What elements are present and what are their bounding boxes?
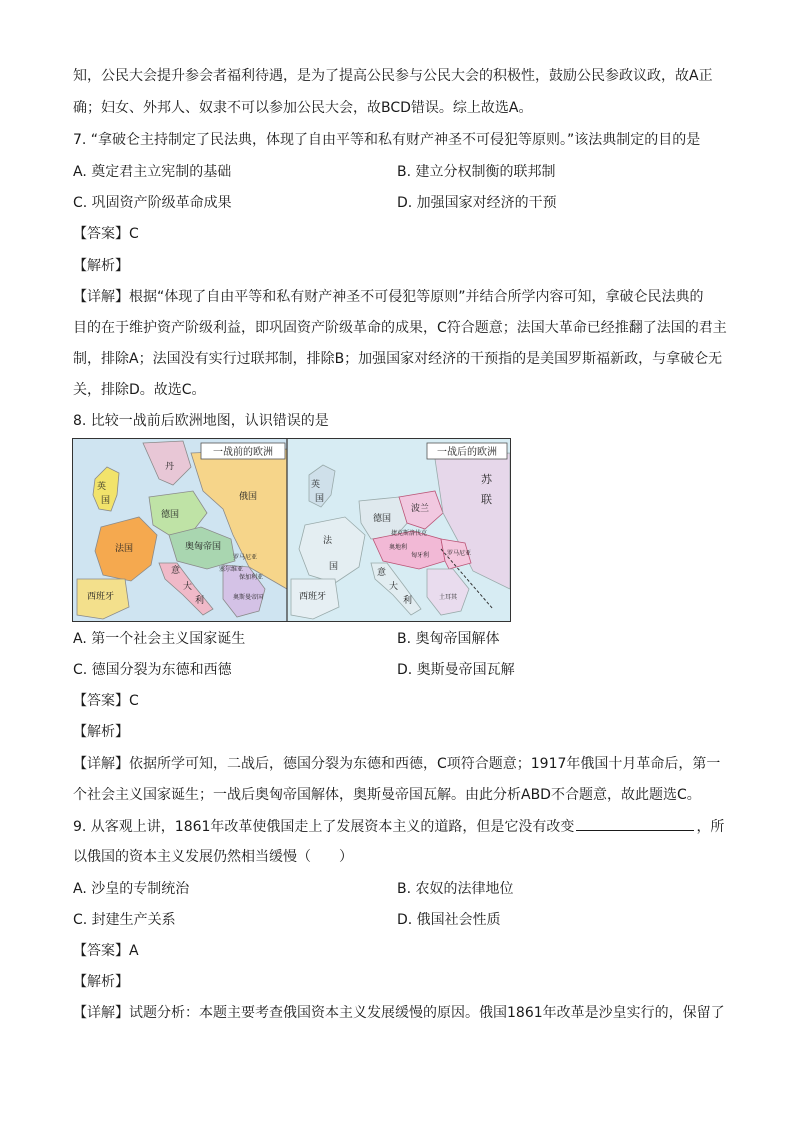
- map-label: 俄国: [239, 492, 258, 502]
- map-label: 捷克斯洛伐克: [391, 530, 428, 537]
- q9-stem-part: 9. 从客观上讲，1861年改革使俄国走上了发展资本主义的道路，但是它没有改变: [73, 819, 575, 835]
- map-label: 英: [311, 480, 321, 490]
- map-label: 意: [171, 566, 181, 576]
- q7-detail: 关，排除D。故选C。: [73, 382, 206, 398]
- q7-option-b: B. 建立分权制衡的联邦制: [397, 164, 556, 180]
- map-label: 大: [183, 582, 193, 592]
- map-label: 英: [97, 482, 107, 492]
- q8-detail: 个社会主义国家诞生；一战后奥匈帝国解体，奥斯曼帝国瓦解。由此分析ABD不合题意，故此题选C。: [73, 787, 701, 803]
- map-label: 苏: [481, 473, 492, 486]
- q9-stem-cont: 以俄国的资本主义发展仍然相当缓慢（ ）: [73, 849, 353, 865]
- map-label: 奥斯曼帝国: [233, 594, 264, 601]
- q7-option-c: C. 巩固资产阶级革命成果: [73, 195, 232, 211]
- q9-option-a: A. 沙皇的专制统治: [73, 881, 190, 897]
- q9-stem: [73, 816, 724, 837]
- map-label: 意: [377, 568, 387, 578]
- map-label: 国: [329, 562, 339, 572]
- q7-answer: 【答案】C: [73, 226, 139, 242]
- q9-option-c: C. 封建生产关系: [73, 912, 176, 928]
- map-label: 德国: [161, 510, 180, 520]
- q9-option-d: D. 俄国社会性质: [397, 912, 501, 928]
- map-label: 利: [195, 596, 205, 606]
- q7-detail: 【详解】根据“体现了自由平等和私有财产神圣不可侵犯等原则”并结合所学内容可知，拿破仑民法典的: [73, 289, 704, 305]
- text-line: 知，公民大会提升参会者福利待遇，是为了提高公民参与公民大会的积极性，鼓励公民参政议政，故A正: [73, 68, 713, 84]
- q8-answer: 【答案】C: [73, 693, 139, 709]
- q7-option-d: D. 加强国家对经济的干预: [397, 195, 557, 211]
- q9-option-b: B. 农奴的法律地位: [397, 881, 514, 897]
- map-label: 土耳其: [439, 594, 458, 601]
- q9-detail: 【详解】试题分析：本题主要考查俄国资本主义发展缓慢的原因。俄国1861年改革是沙皇实行的，保留了: [73, 1005, 725, 1021]
- q9-stem-part: ，所: [696, 819, 725, 835]
- map-after-title: 一战后的欧洲: [437, 447, 497, 458]
- q7-stem: 7. “拿破仑主持制定了民法典，体现了自由平等和私有财产神圣不可侵犯等原则。”该法典制定的目的是: [73, 132, 701, 148]
- map-label: 塞尔维亚: [219, 566, 244, 573]
- q9-answer: 【答案】A: [73, 943, 139, 959]
- map-label: 罗马尼亚: [447, 550, 472, 557]
- europe-maps-figure: [72, 438, 511, 622]
- q9-analysis: 【解析】: [73, 974, 129, 990]
- fill-blank: [576, 816, 694, 831]
- q8-stem: 8. 比较一战前后欧洲地图，认识错误的是: [73, 413, 329, 429]
- map-label: 丹: [165, 462, 175, 472]
- map-label: 国: [315, 494, 325, 504]
- map-label: 法国: [115, 544, 134, 554]
- q8-option-a: A. 第一个社会主义国家诞生: [73, 631, 246, 647]
- q7-detail: 制，排除A；法国没有实行过联邦制，排除B；加强国家对经济的干预指的是美国罗斯福新政，与拿破仑无: [73, 351, 723, 367]
- map-label: 国: [101, 496, 111, 506]
- q8-option-c: C. 德国分裂为东德和西德: [73, 662, 232, 678]
- q7-option-a: A. 奠定君主立宪制的基础: [73, 164, 232, 180]
- map-label: 奥地利: [389, 544, 408, 551]
- map-label: 西班牙: [87, 592, 115, 602]
- map-label: 法: [323, 536, 333, 546]
- q8-detail: 【详解】依据所学可知，二战后，德国分裂为东德和西德，C项符合题意；1917年俄国十月革命后，第一: [73, 756, 721, 772]
- map-label: 匈牙利: [411, 552, 430, 559]
- map-label: 保加利亚: [239, 574, 264, 581]
- q8-option-b: B. 奥匈帝国解体: [397, 631, 500, 647]
- map-label: 德国: [373, 514, 392, 524]
- q8-option-d: D. 奥斯曼帝国瓦解: [397, 662, 515, 678]
- map-label: 奥匈帝国: [185, 542, 222, 552]
- q7-analysis: 【解析】: [73, 258, 129, 274]
- q7-detail: 目的在于维护资产阶级利益，即巩固资产阶级革命的成果，C符合题意；法国大革命已经推翻了法国的君主: [73, 320, 727, 336]
- q8-analysis: 【解析】: [73, 724, 129, 740]
- map-label: 波兰: [411, 504, 430, 514]
- map-label: 联: [481, 493, 492, 506]
- text-line: 确；妇女、外邦人、奴隶不可以参加公民大会，故BCD错误。综上故选A。: [73, 100, 533, 116]
- map-before-title: 一战前的欧洲: [213, 447, 273, 458]
- map-label: 利: [403, 596, 413, 606]
- map-label: 大: [389, 582, 399, 592]
- map-label: 罗马尼亚: [233, 554, 258, 561]
- map-label: 西班牙: [299, 592, 327, 602]
